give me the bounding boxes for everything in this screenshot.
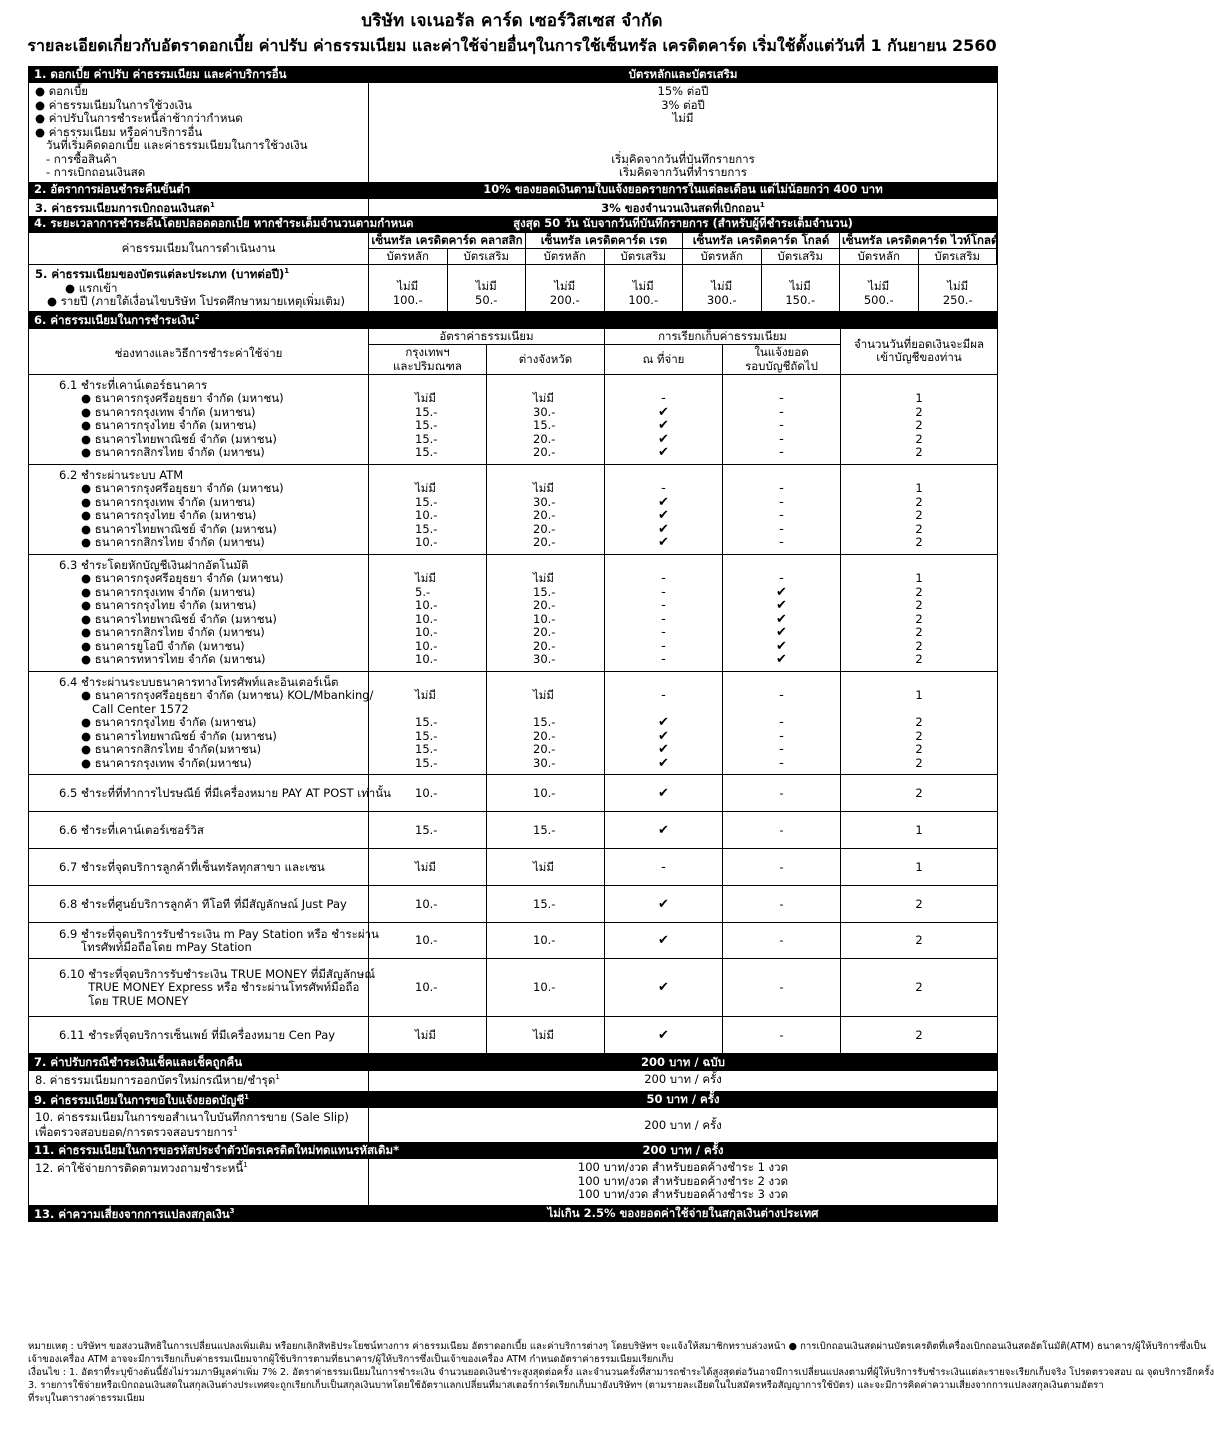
atpay-mark xyxy=(605,375,723,465)
footnote-line: เจ้าของเครื่อง ATM อาจจะมีการเรียกเก็บค่าธรรมเนียมจากผู้ใช้บริการตามที่ธนาคาร/ผู้ให้บริการซึ่งเป็นเจ้าของเครื่อง ATM กำหนดอัตราค่าธรรมเนียมเรียกเก็บ xyxy=(28,1353,674,1365)
s1-item: ● ค่าธรรมเนียม หรือค่าบริการอื่น xyxy=(35,124,203,139)
atpay-mark xyxy=(605,465,723,555)
s1-item: ● ดอกเบี้ย xyxy=(35,84,88,98)
payment-single: 6.11 ชำระที่จุดบริการเซ็นเพย์ ที่มีเครื่องหมาย Cen Pay xyxy=(29,1017,369,1054)
atpay-mark: ✔ xyxy=(605,886,723,923)
effective-days-item: 2 xyxy=(915,535,923,550)
prov-rate-item: ไม่มี xyxy=(533,571,554,586)
prov-rate xyxy=(487,375,605,465)
group-title: 6.1 ชำระที่เคาน์เตอร์ธนาคาร xyxy=(59,377,208,392)
bkk-rate-item: 10.- xyxy=(415,598,438,613)
atpay-mark-item: ✔ xyxy=(658,494,669,510)
s12-value: 100 บาท/งวด สำหรับยอดค้างชำระ 1 งวด xyxy=(577,1160,789,1175)
fee-value xyxy=(683,265,762,311)
bkk-rate-item: 15.- xyxy=(415,431,438,446)
effective-days-item: 2 xyxy=(915,598,923,613)
bkk-rate-item: 15.- xyxy=(415,445,438,460)
atpay-mark: - xyxy=(605,849,723,886)
group-title: 6.3 ชำระโดยหักบัญชีเงินฝากอัตโนมัติ xyxy=(59,557,249,572)
effective-days-item: 1 xyxy=(915,481,923,496)
footnote-line: หมายเหตุ : บริษัทฯ ขอสงวนสิทธิในการเปลี่ยนแปลงเพิ่มเติม หรือยกเลิกสิทธิประโยชน์ทางการ ค่าธรรมเนียม อัตราดอกเบี้ย และค่าบริการต่างๆ โดยบริษัทฯ จะแจ้งให้สมาชิกทราบล่วงหน้า ● การเบิกถอนเงินสดผ่านบัตรเครดิตที่เครื่องเบิกถอนเงินสดอัตโนมัติ(ATM) ธนาคาร/ผู้ให้บริการซึ่งเป็น xyxy=(28,1341,1207,1352)
effective-days-item: 2 xyxy=(915,584,923,599)
prov-rate-item: 20.- xyxy=(533,742,556,757)
card-name: เซ็นทรัล เครดิตคาร์ด โกลด์ xyxy=(683,233,840,249)
statement-mark-item: - xyxy=(779,494,784,510)
payment-single: 6.6 ชำระที่เคาน์เตอร์เซอร์วิส xyxy=(29,812,369,849)
prov-rate-item: 20.- xyxy=(533,508,556,523)
prov-rate-item: 15.- xyxy=(533,418,556,433)
effective-days: 2 xyxy=(841,1017,997,1054)
payment-group-1 xyxy=(29,375,369,465)
bkk-rate-item: 10.- xyxy=(415,638,438,653)
bank-name: ● ธนาคารกรุงศรีอยุธยา จำกัด (มหาชน) KOL/Mbanking/ Call Center 1572 xyxy=(81,688,374,716)
prov-rate-item: 30.- xyxy=(533,404,556,419)
group-title: 6.2 ชำระผ่านระบบ ATM xyxy=(59,467,184,482)
statement-mark-item: ✔ xyxy=(776,584,787,600)
annual-fee-label: ● รายปี (ภายใต้เงื่อนไขบริษัท โปรดศึกษาหมายเหตุเพิ่มเติม) xyxy=(47,294,345,309)
atpay-mark-item: ✔ xyxy=(658,418,669,434)
statement-mark-item: - xyxy=(779,508,784,524)
prov-rate-item: 30.- xyxy=(533,652,556,667)
atpay-mark-item: ✔ xyxy=(658,715,669,731)
footnotes xyxy=(28,1341,1214,1406)
bkk-rate-item: 10.- xyxy=(415,611,438,626)
bank-name: ● ธนาคารทหารไทย จำกัด (มหาชน) xyxy=(81,652,266,667)
bank-name: ● ธนาคารไทยพาณิชย์ จำกัด (มหาชน) xyxy=(81,521,277,536)
section-2-header: 2. อัตราการผ่อนชำระคืนขั้นต่ำ 10% ของยอดเงินตามใบแจ้งยอดรายการในแต่ละเดือน แต่ไม่น้อยกว่า 400 บาท xyxy=(28,182,998,199)
statement-mark xyxy=(723,465,841,555)
card-name: เซ็นทรัล เครดิตคาร์ด คลาสสิก xyxy=(369,233,526,249)
entry-fee: ไม่มี xyxy=(789,279,811,294)
effective-days-item: 2 xyxy=(915,638,923,653)
atpay-mark: ✔ xyxy=(605,812,723,849)
atpay-mark-item: ✔ xyxy=(658,445,669,461)
company-title: บริษัท เจเนอรัล คาร์ด เซอร์วิสเซส จำกัด xyxy=(361,11,663,31)
section-12-row: 12. ค่าใช้จ่ายการติดตามทวงถามชำระหนี้$^1$ 100 บาท/งวด สำหรับยอดค้างชำระ 1 งวด 100 บาท/งวด สำหรับยอดค้างชำระ 2 งวด 100 บาท/งวด สำหรับยอดค้างชำระ 3 งวด xyxy=(28,1159,998,1205)
bkk-rate-item: 15.- xyxy=(415,521,438,536)
bkk-rate-item: 15.- xyxy=(415,742,438,757)
section-6-header: 6. ค่าธรรมเนียมในการชำระเงิน$^2$ xyxy=(28,312,998,329)
effective-days-item: 2 xyxy=(915,652,923,667)
statement-mark xyxy=(723,375,841,465)
bkk-rate xyxy=(369,465,487,555)
effective-days: 2 xyxy=(841,886,997,923)
fee-value xyxy=(448,265,527,311)
bank-name: ● ธนาคารไทยพาณิชย์ จำกัด (มหาชน) xyxy=(81,611,277,626)
section-11-header: 11. ค่าธรรมเนียมในการขอรหัสประจำตัวบัตรเครดิตใหม่ทดแทนรหัสเดิม* 200 บาท / ครั้ง xyxy=(28,1142,998,1159)
bank-name: ● ธนาคารไทยพาณิชย์ จำกัด (มหาชน) xyxy=(81,728,277,743)
statement-mark-item: - xyxy=(779,521,784,537)
operation-fee-label: ค่าธรรมเนียมในการดำเนินงาน xyxy=(29,233,369,266)
s1-value: เริ่มคิดจากวันที่บันทึกรายการ xyxy=(611,151,755,166)
fee-value xyxy=(762,265,841,311)
prov-rate xyxy=(487,672,605,776)
rate-header: อัตราค่าธรรมเนียม xyxy=(369,329,605,345)
bkk-rate: ไม่มี xyxy=(369,849,487,886)
entry-fee: ไม่มี xyxy=(632,279,654,294)
bkk-rate-item: ไม่มี xyxy=(415,481,436,496)
group-title: 6.4 ชำระผ่านระบบธนาคารทางโทรศัพท์และอินเตอร์เน็ต xyxy=(59,674,339,689)
section-4-header: 4. ระยะเวลาการชำระคืนโดยปลอดดอกเบี้ย หากชำระเต็มจำนวนตามกำหนด สูงสุด 50 วัน นับจากวันที่บันทึกรายการ (สำหรับผู้ที่ชำระเต็มจำนวน) xyxy=(28,216,998,233)
effective-days-item: 1 xyxy=(915,688,923,703)
section-10-row: 10. ค่าธรรมเนียมในการขอสำเนาใบบันทึกการขาย (Sale Slip) เพื่อตรวจสอบยอด/การตรวจสอบรายการ$^1$ 200 บาท / ครั้ง xyxy=(28,1108,998,1142)
s1-value: 15% ต่อปี xyxy=(657,84,709,98)
statement-mark-item: ✔ xyxy=(776,652,787,668)
prov-rate-item: 20.- xyxy=(533,638,556,653)
card-name: เซ็นทรัล เครดิตคาร์ด ไวท์โกลด์ xyxy=(840,233,997,249)
bank-name: ● ธนาคารกสิกรไทย จำกัด(มหาชน) xyxy=(81,742,262,757)
statement-mark-item: ✔ xyxy=(776,625,787,641)
prov-rate-item: 20.- xyxy=(533,445,556,460)
channel-header: ช่องทางและวิธีการชำระค่าใช้จ่าย xyxy=(29,329,369,375)
payment-single: 6.10 ชำระที่จุดบริการรับชำระเงิน TRUE MONEY ที่มีสัญลักษณ์ TRUE MONEY Express หรือ ชำระผ่านโทรศัพท์มือถือ โดย TRUE MONEY xyxy=(29,959,369,1017)
effective-days xyxy=(841,375,997,465)
prov-rate: ไม่มี xyxy=(487,849,605,886)
annual-fee: 100.- xyxy=(628,292,659,307)
payment-single: 6.5 ชำระที่ที่ทำการไปรษณีย์ ที่มีเครื่องหมาย PAY AT POST เท่านั้น xyxy=(29,775,369,812)
statement-mark-item: - xyxy=(779,742,784,758)
effective-days-item: 1 xyxy=(915,391,923,406)
statement-mark xyxy=(723,555,841,672)
fee-value xyxy=(840,265,919,311)
bkk-rate-item: 10.- xyxy=(415,508,438,523)
s1-value: 3% ต่อปี xyxy=(661,97,705,112)
collect-header: การเรียกเก็บค่าธรรมเนียม xyxy=(605,329,841,345)
prov-rate: 15.- xyxy=(487,812,605,849)
section-13-header: 13. ค่าความเสี่ยงจากการแปลงสกุลเงิน$^3$ ไม่เกิน 2.5% ของยอดค่าใช้จ่ายในสกุลเงินต่างประเทศ xyxy=(28,1205,998,1222)
payment-fee-table xyxy=(28,329,998,1055)
s1-item: ● ค่าธรรมเนียมในการใช้วงเงิน xyxy=(35,97,192,112)
effective-days-item: 2 xyxy=(915,521,923,536)
bkk-rate: 10.- xyxy=(369,886,487,923)
main-card-label: บัตรหลัก xyxy=(526,249,605,265)
effective-days-item: 2 xyxy=(915,742,923,757)
effective-days-item: 2 xyxy=(915,418,923,433)
atpay-mark-item: ✔ xyxy=(658,521,669,537)
bank-name: ● ธนาคารกรุงเทพ จำกัด (มหาชน) xyxy=(81,404,256,419)
statement-mark: - xyxy=(723,959,841,1017)
bkk-rate-item: 15.- xyxy=(415,404,438,419)
prov-rate: 15.- xyxy=(487,886,605,923)
statement-mark-item: - xyxy=(779,571,784,587)
effective-days-item: 2 xyxy=(915,404,923,419)
effective-days-item: 2 xyxy=(915,431,923,446)
main-card-label: บัตรหลัก xyxy=(840,249,919,265)
bank-name: ● ธนาคารกรุงไทย จำกัด (มหาชน) xyxy=(81,598,257,613)
effective-days: 2 xyxy=(841,959,997,1017)
atpay-mark-item: ✔ xyxy=(658,508,669,524)
bkk-rate: ไม่มี xyxy=(369,1017,487,1054)
section-1-header: 1. ดอกเบี้ย ค่าปรับ ค่าธรรมเนียม และค่าบริการอื่น บัตรหลักและบัตรเสริม xyxy=(28,66,998,83)
annual-fee: 300.- xyxy=(706,292,737,307)
s1-value xyxy=(373,139,993,153)
s12-value: 100 บาท/งวด สำหรับยอดค้างชำระ 2 งวด xyxy=(577,1173,789,1188)
atpay-mark-item: - xyxy=(661,391,666,407)
prov-rate-item: 20.- xyxy=(533,625,556,640)
atpay-mark-item: ✔ xyxy=(658,535,669,551)
fee-value xyxy=(369,265,448,311)
prov-rate-item: 15.- xyxy=(533,584,556,599)
section-5-title-text: 5. ค่าธรรมเนียมของบัตรแต่ละประเภท (บาทต่อปี) xyxy=(35,267,285,282)
bank-name: ● ธนาคารกรุงไทย จำกัด (มหาชน) xyxy=(81,715,257,730)
main-card-label: บัตรหลัก xyxy=(369,249,448,265)
document-header xyxy=(0,0,1024,56)
atpay-mark-item: ✔ xyxy=(658,742,669,758)
payment-single: 6.8 ชำระที่ศูนย์บริการลูกค้า ทีโอที ที่มีสัญลักษณ์ Just Pay xyxy=(29,886,369,923)
card-fee-grid xyxy=(28,233,998,312)
atpay-mark-item: ✔ xyxy=(658,755,669,771)
payment-group-2 xyxy=(29,465,369,555)
atpay-mark: ✔ xyxy=(605,1017,723,1054)
bkk-rate-item: ไม่มี xyxy=(415,688,436,703)
atpay-mark-item: - xyxy=(661,638,666,654)
statement-mark-item: - xyxy=(779,755,784,771)
statement-mark-item: - xyxy=(779,715,784,731)
effective-days-item: 2 xyxy=(915,625,923,640)
bkk-rate-item: ไม่มี xyxy=(415,391,436,406)
bkk-rate: 10.- xyxy=(369,775,487,812)
bkk-rate-item: 15.- xyxy=(415,715,438,730)
s1-value: ไม่มี xyxy=(672,111,694,125)
bank-name: ● ธนาคารยูโอบี จำกัด (มหาชน) xyxy=(81,638,245,653)
prov-rate-item: 20.- xyxy=(533,598,556,613)
atpay-mark-item: - xyxy=(661,652,666,668)
prov-rate xyxy=(487,465,605,555)
bank-name: ● ธนาคารกสิกรไทย จำกัด (มหาชน) xyxy=(81,625,265,640)
effective-days: 2 xyxy=(841,923,997,959)
prov-rate-item: 20.- xyxy=(533,521,556,536)
atpay-mark: ✔ xyxy=(605,775,723,812)
entry-fee-label: ● แรกเข้า xyxy=(65,280,118,295)
statement-mark-item: ✔ xyxy=(776,638,787,654)
effective-days-item: 2 xyxy=(915,494,923,509)
annual-fee: 50.- xyxy=(475,292,498,307)
effective-days-item: 1 xyxy=(915,571,923,586)
entry-fee: ไม่มี xyxy=(475,279,497,294)
prov-rate-item: 20.- xyxy=(533,728,556,743)
effective-days xyxy=(841,672,997,776)
bkk-header: กรุงเทพฯ และปริมณฑล xyxy=(369,345,487,375)
statement-mark-item: - xyxy=(779,404,784,420)
effective-days-item: 2 xyxy=(915,715,923,730)
prov-rate-item: 15.- xyxy=(533,715,556,730)
fee-value xyxy=(919,265,998,311)
atpay-mark: ✔ xyxy=(605,959,723,1017)
statement-mark: - xyxy=(723,849,841,886)
annual-fee: 150.- xyxy=(785,292,816,307)
atpay-mark-item: - xyxy=(661,481,666,497)
statement-mark-item: - xyxy=(779,688,784,704)
document-subtitle: รายละเอียดเกี่ยวกับอัตราดอกเบี้ย ค่าปรับ ค่าธรรมเนียม และค่าใช้จ่ายอื่นๆในการใช้เซ็นทรัล เครดิตคาร์ด เริ่มใช้ตั้งแต่วันที่ 1 กันยายน 2560 xyxy=(27,35,997,55)
atpay-mark-item: - xyxy=(661,611,666,627)
bkk-rate xyxy=(369,375,487,465)
statement-mark: - xyxy=(723,775,841,812)
effective-days xyxy=(841,465,997,555)
statement-mark-item: - xyxy=(779,535,784,551)
entry-fee: ไม่มี xyxy=(868,279,890,294)
footnote-line: 3. รายการใช้จ่ายหรือเบิกถอนเงินสดในสกุลเงินต่างประเทศจะถูกเรียกเก็บเป็นสกุลเงินบาทโดยใช้อัตราแลกเปลี่ยนที่มาสเตอร์การ์ดเรียกเก็บมายังบริษัทฯ (ตามรายละเอียดในใบสมัครหรือสัญญาการใช้บัตร) และจะมีการคิดค่าความเสี่ยงจากการแปลงสกุลเงินตามอัตรา xyxy=(28,1379,1104,1391)
statement-mark-item: ✔ xyxy=(776,598,787,614)
s1-item: วันที่เริ่มคิดดอกเบี้ย และค่าธรรมเนียมในการใช้วงเงิน xyxy=(35,138,308,152)
fee-value xyxy=(526,265,605,311)
bkk-rate xyxy=(369,672,487,776)
fee-table xyxy=(28,66,998,1222)
statement-mark-item: - xyxy=(779,481,784,497)
section-1-items xyxy=(29,83,369,182)
prov-rate: 10.- xyxy=(487,775,605,812)
statement-mark xyxy=(723,672,841,776)
statement-mark-item: ✔ xyxy=(776,611,787,627)
bkk-rate-item: 15.- xyxy=(415,418,438,433)
atpay-mark-item: - xyxy=(661,688,666,704)
prov-rate-item: 20.- xyxy=(533,431,556,446)
bkk-rate-item: 5.- xyxy=(415,584,431,599)
atpay-mark-item: - xyxy=(661,598,666,614)
section-1-values xyxy=(369,83,997,182)
main-card-label: บัตรหลัก xyxy=(683,249,762,265)
prov-rate: 10.- xyxy=(487,923,605,959)
s12-value: 100 บาท/งวด สำหรับยอดค้างชำระ 3 งวด xyxy=(577,1187,789,1202)
annual-fee: 250.- xyxy=(942,292,973,307)
statement-mark: - xyxy=(723,812,841,849)
footnote-line: เงื่อนไข : 1. อัตราที่ระบุข้างต้นนี้ยังไม่รวมภาษีมูลค่าเพิ่ม 7% 2. อัตราค่าธรรมเนียมในการชำระเงิน จำนวนยอดเงินชำระสูงสุดต่อครั้ง และจำนวนครั้งที่สามารถชำระได้สูงสุดต่อวันอาจมีการเปลี่ยนแปลงตามที่ผู้ให้บริการรับชำระเงินแต่ละรายจะเรียกเก็บจริง โปรดตรวจสอบ ณ จุดบริการอีกครั้ง xyxy=(28,1366,1214,1378)
statement-mark-item: - xyxy=(779,431,784,447)
bkk-rate-item: 15.- xyxy=(415,755,438,770)
effective-days-item: 2 xyxy=(915,755,923,770)
bank-name: ● ธนาคารกสิกรไทย จำกัด (มหาชน) xyxy=(81,535,265,550)
entry-fee: ไม่มี xyxy=(397,279,419,294)
entry-fee: ไม่มี xyxy=(554,279,576,294)
atpay-header: ณ ที่จ่าย xyxy=(605,345,723,375)
section-12-values xyxy=(369,1159,997,1205)
days-header: จำนวนวันที่ยอดเงินจะมีผล เข้าบัญชีของท่าน xyxy=(841,329,997,375)
atpay-mark-item: - xyxy=(661,571,666,587)
effective-days-item: 2 xyxy=(915,445,923,460)
bkk-rate-item: 15.- xyxy=(415,728,438,743)
card-name: เซ็นทรัล เครดิตคาร์ด เรด xyxy=(526,233,683,249)
bkk-rate xyxy=(369,555,487,672)
statement-mark: - xyxy=(723,923,841,959)
bank-name: ● ธนาคารกรุงเทพ จำกัด(มหาชน) xyxy=(81,755,252,770)
bank-name: ● ธนาคารกรุงศรีอยุธยา จำกัด (มหาชน) xyxy=(81,391,284,406)
annual-fee: 200.- xyxy=(549,292,580,307)
s1-item: - การเบิกถอนเงินสด xyxy=(35,165,146,179)
payment-single: 6.7 ชำระที่จุดบริการลูกค้าที่เซ็นทรัลทุกสาขา และเซน xyxy=(29,849,369,886)
bkk-rate-item: 10.- xyxy=(415,652,438,667)
statement-header: ในแจ้งยอด รอบบัญชีถัดไป xyxy=(723,345,841,375)
footnote-line: ที่ระบุในตารางค่าธรรมเนียม xyxy=(28,1392,145,1404)
atpay-mark-item: ✔ xyxy=(658,404,669,420)
supp-card-label: บัตรเสริม xyxy=(762,249,841,265)
section-7-header: 7. ค่าปรับกรณีชำระเงินเช็คและเช็คถูกคืน 200 บาท / ฉบับ xyxy=(28,1054,998,1071)
statement-mark-item: - xyxy=(779,728,784,744)
bkk-rate: 10.- xyxy=(369,959,487,1017)
annual-fee: 100.- xyxy=(392,292,423,307)
prov-rate xyxy=(487,555,605,672)
bkk-rate-item: 10.- xyxy=(415,625,438,640)
atpay-mark xyxy=(605,555,723,672)
entry-fee: ไม่มี xyxy=(711,279,733,294)
payment-single: 6.9 ชำระที่จุดบริการรับชำระเงิน m Pay Station หรือ ชำระผ่าน โทรศัพท์มือถือโดย mPay Station xyxy=(29,923,369,959)
effective-days-item: 2 xyxy=(915,728,923,743)
bank-name: ● ธนาคารกรุงเทพ จำกัด (มหาชน) xyxy=(81,494,256,509)
prov-rate-item: 30.- xyxy=(533,755,556,770)
section-5-labels xyxy=(29,265,369,311)
effective-days: 1 xyxy=(841,849,997,886)
payment-group-3 xyxy=(29,555,369,672)
bkk-rate-item: 15.- xyxy=(415,494,438,509)
effective-days-item: 2 xyxy=(915,611,923,626)
prov-rate-item: ไม่มี xyxy=(533,688,554,703)
s1-item: ● ค่าปรับในการชำระหนี้ล่าช้ากว่ากำหนด xyxy=(35,111,243,125)
bkk-rate: 15.- xyxy=(369,812,487,849)
supp-card-label: บัตรเสริม xyxy=(605,249,684,265)
atpay-mark: ✔ xyxy=(605,923,723,959)
statement-mark: - xyxy=(723,886,841,923)
bank-name: ● ธนาคารไทยพาณิชย์ จำกัด (มหาชน) xyxy=(81,431,277,446)
supp-card-label: บัตรเสริม xyxy=(448,249,527,265)
section-5-title xyxy=(35,267,362,281)
prov-header: ต่างจังหวัด xyxy=(487,345,605,375)
atpay-mark-item: - xyxy=(661,584,666,600)
prov-rate-item: 30.- xyxy=(533,494,556,509)
effective-days: 1 xyxy=(841,812,997,849)
prov-rate: ไม่มี xyxy=(487,1017,605,1054)
atpay-mark-item: - xyxy=(661,625,666,641)
bkk-rate: 10.- xyxy=(369,923,487,959)
effective-days-item: 2 xyxy=(915,508,923,523)
prov-rate-item: 20.- xyxy=(533,535,556,550)
atpay-mark-item: ✔ xyxy=(658,431,669,447)
section-9-header: 9. ค่าธรรมเนียมในการขอใบแจ้งยอดบัญชี$^1$ 50 บาท / ครั้ง xyxy=(28,1091,998,1108)
effective-days: 2 xyxy=(841,775,997,812)
atpay-mark-item: ✔ xyxy=(658,728,669,744)
bkk-rate-item: ไม่มี xyxy=(415,571,436,586)
annual-fee: 500.- xyxy=(863,292,894,307)
statement-mark-item: - xyxy=(779,445,784,461)
entry-fee: ไม่มี xyxy=(947,279,969,294)
prov-rate-item: ไม่มี xyxy=(533,481,554,496)
s1-item: - การซื้อสินค้า xyxy=(35,151,118,166)
section-1-body xyxy=(28,83,998,182)
payment-group-4 xyxy=(29,672,374,776)
prov-rate-item: ไม่มี xyxy=(533,391,554,406)
prov-rate: 10.- xyxy=(487,959,605,1017)
atpay-mark xyxy=(605,672,723,776)
section-8-row: 8. ค่าธรรมเนียมการออกบัตรใหม่กรณีหาย/ชำรุด$^1$ 200 บาท / ครั้ง xyxy=(28,1071,998,1091)
bank-name: ● ธนาคารกรุงไทย จำกัด (มหาชน) xyxy=(81,508,257,523)
s1-value: เริ่มคิดจากวันที่ทำรายการ xyxy=(619,165,747,179)
bkk-rate-item: 10.- xyxy=(415,535,438,550)
fee-value xyxy=(605,265,684,311)
supp-card-label: บัตรเสริม xyxy=(919,249,998,265)
statement-mark: - xyxy=(723,1017,841,1054)
footnote-1: 1 xyxy=(284,267,290,276)
bank-name: ● ธนาคารกรุงเทพ จำกัด (มหาชน) xyxy=(81,584,256,599)
section-3-row: 3. ค่าธรรมเนียมการเบิกถอนเงินสด$^1$ 3% ของจำนวนเงินสดที่เบิกถอน$^1$ xyxy=(28,199,998,216)
bank-name: ● ธนาคารกรุงศรีอยุธยา จำกัด (มหาชน) xyxy=(81,481,284,496)
effective-days xyxy=(841,555,997,672)
statement-mark-item: - xyxy=(779,418,784,434)
bank-name: ● ธนาคารกรุงไทย จำกัด (มหาชน) xyxy=(81,418,257,433)
prov-rate-item: 10.- xyxy=(533,611,556,626)
statement-mark-item: - xyxy=(779,391,784,407)
bank-name: ● ธนาคารกสิกรไทย จำกัด (มหาชน) xyxy=(81,445,265,460)
bank-name: ● ธนาคารกรุงศรีอยุธยา จำกัด (มหาชน) xyxy=(81,571,284,586)
s1-value xyxy=(373,126,993,140)
